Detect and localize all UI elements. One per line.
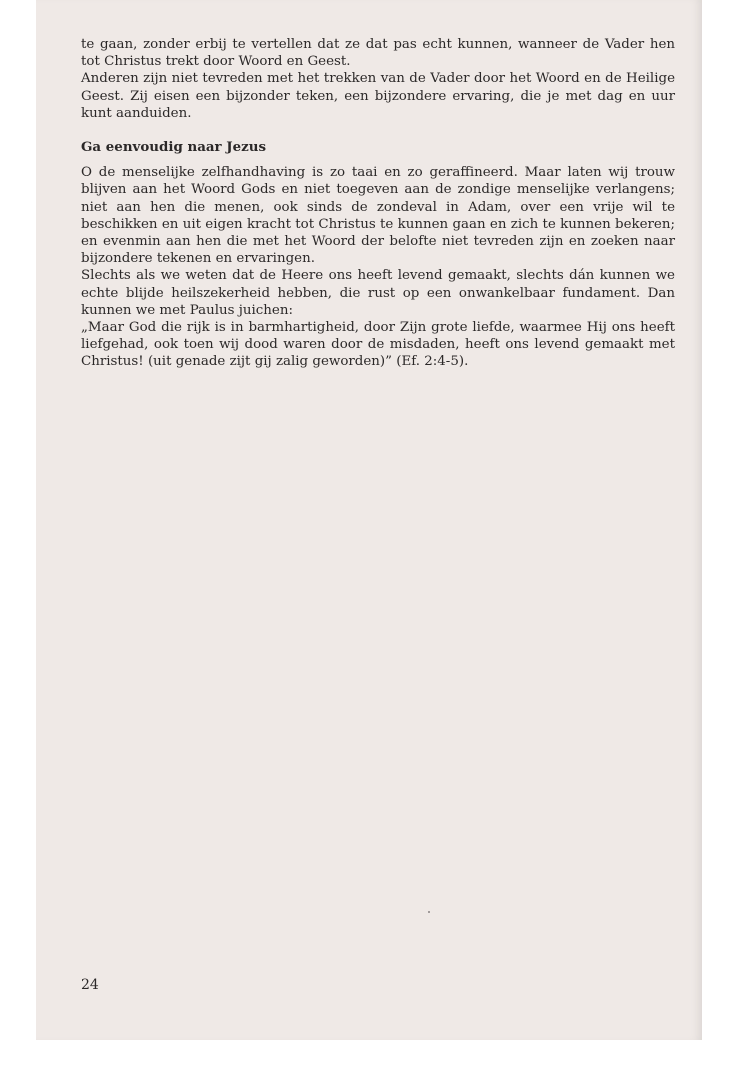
- paragraph-1: te gaan, zonder erbij te vertellen dat ze dat pas echt kunnen, wanneer de Vader hen tot Christus trekt door Woord en Geest.: [81, 37, 675, 70]
- scan-margin-bottom: [0, 1040, 738, 1068]
- section-heading: Ga eenvoudig naar Jezus: [81, 139, 267, 156]
- book-page: [36, 0, 702, 1040]
- paper-speck: [428, 911, 430, 913]
- paragraph-4: Slechts als we weten dat de Heere ons heeft levend gemaakt, slechts dán kunnen we echte blijde heilszekerheid hebben, die rust op een onwankelbaar fundament. Dan kunnen we met Paulus juichen:: [81, 268, 675, 318]
- page-body: [81, 36, 675, 371]
- scan-margin-right: [702, 0, 738, 1068]
- paragraph-2: Anderen zijn niet tevreden met het trekken van de Vader door het Woord en de Heilige Geest. Zij eisen een bijzonder teken, een bijzondere ervaring, die je met dag en uur kunt aanduiden.: [81, 71, 675, 121]
- paragraph-3: O de menselijke zelfhandhaving is zo taai en zo geraffineerd. Maar laten wij trouw blijven aan het Woord Gods en niet toegeven aan de zondige menselijke verlangens; niet aan hen die menen, ook sinds de zondeval in Adam, over een vrije wil te beschikken en uit eigen kracht tot Christus te kunnen gaan en zich te kunnen bekeren; en evenmin aan hen die met het Woord der belofte niet tevreden zijn en zoeken naar bijzondere tekenen en ervaringen.: [81, 165, 675, 267]
- bible-quote: „Maar God die rijk is in barmhartigheid, door Zijn grote liefde, waarmee Hij ons heeft liefgehad, ook toen wij dood waren door de misdaden, heeft ons levend gemaakt met Christus! (uit genade zijt gij zalig geworden)” (Ef. 2:4-5).: [81, 320, 675, 370]
- page-number: 24: [81, 977, 99, 993]
